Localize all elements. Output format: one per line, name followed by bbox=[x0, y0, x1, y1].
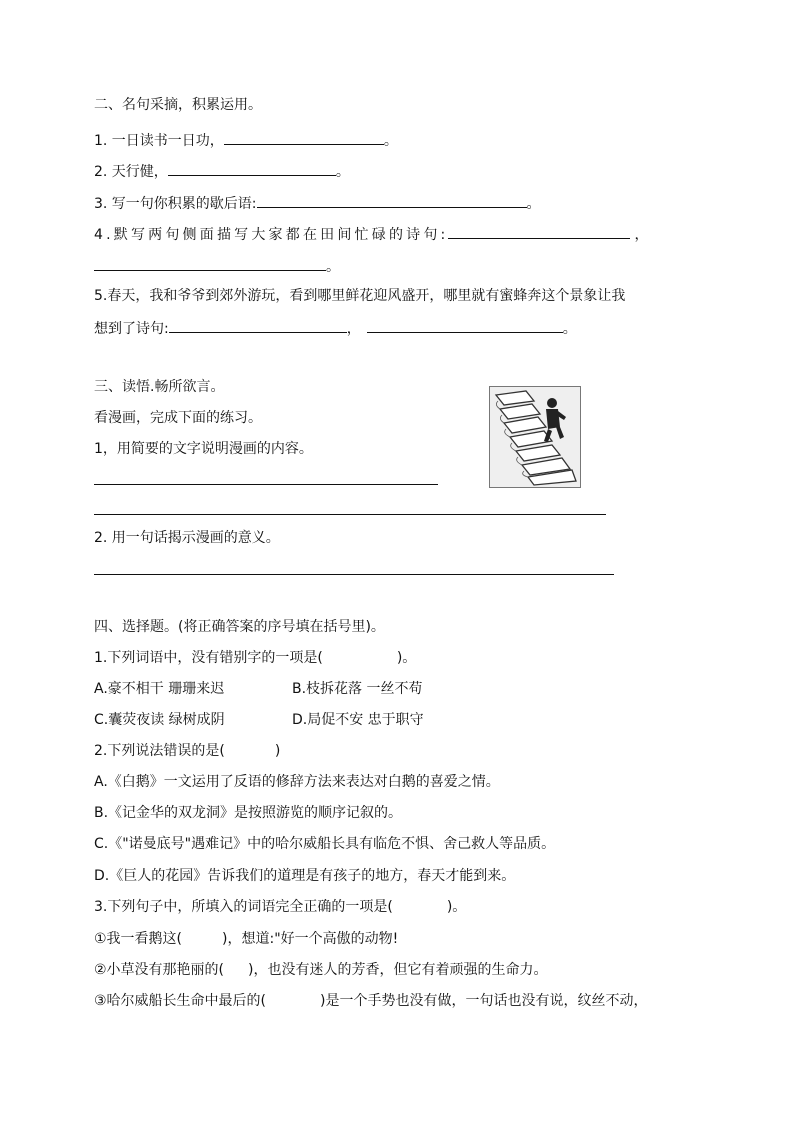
question-text-end: )。 bbox=[396, 650, 417, 666]
question-text: 4.默写两句侧面描写大家都在田间忙碌的诗句: bbox=[94, 227, 449, 243]
answer-blank[interactable] bbox=[367, 318, 563, 333]
option-row bbox=[94, 680, 423, 698]
answer-blank[interactable] bbox=[168, 161, 336, 176]
question-2-1 bbox=[94, 130, 398, 150]
question-text-end: )。 bbox=[446, 899, 467, 915]
question-text: 想到了诗句: bbox=[94, 321, 169, 337]
sentence-text: ②小草没有那艳丽的( bbox=[94, 962, 225, 978]
option-d: D.局促不安 忠于职守 bbox=[292, 712, 424, 728]
punctuation: ， bbox=[634, 227, 649, 243]
section2-heading: 二、名句采摘，积累运用。 bbox=[94, 97, 262, 113]
sentence-text-end: )是一个手势也没有做，一句话也没有说，纹丝不动， bbox=[320, 993, 648, 1009]
comic-image bbox=[489, 386, 581, 488]
sentence-text-end: )，也没有迷人的芳香，但它有着顽强的生命力。 bbox=[248, 962, 548, 978]
answer-blank[interactable] bbox=[257, 193, 527, 208]
section4-heading: 四、选择题。(将正确答案的序号填在括号里)。 bbox=[94, 619, 385, 635]
answer-line[interactable] bbox=[94, 514, 606, 515]
punctuation: 。 bbox=[335, 164, 350, 180]
question-2-5-line1: 5.春天，我和爷爷到郊外游玩，看到哪里鲜花迎风盛开，哪里就有蜜蜂奔这个景象让我 bbox=[94, 288, 626, 304]
question-text: 3.下列句子中，所填入的词语完全正确的一项是( bbox=[94, 899, 393, 915]
option-b: B.《记金华的双龙洞》是按照游览的顺序记叙的。 bbox=[94, 805, 403, 821]
question-text: 2.下列说法错误的是( bbox=[94, 743, 225, 759]
sentence-3 bbox=[94, 992, 647, 1010]
question-2-3 bbox=[94, 193, 541, 213]
option-d: D.《巨人的花园》告诉我们的道理是有孩子的地方，春天才能到来。 bbox=[94, 868, 516, 884]
option-c: C.囊荧夜读 绿树成阴 bbox=[94, 712, 225, 728]
punctuation: ， bbox=[346, 321, 361, 337]
question-2-2 bbox=[94, 161, 350, 181]
punctuation: 。 bbox=[526, 196, 541, 212]
sentence-text: ③哈尔威船长生命中最后的( bbox=[94, 993, 267, 1009]
punctuation: 。 bbox=[383, 133, 398, 149]
staircase-climber-illustration bbox=[490, 387, 580, 487]
option-row bbox=[94, 711, 424, 729]
section3-intro: 看漫画，完成下面的练习。 bbox=[94, 410, 262, 426]
question-text: 1.下列词语中，没有错别字的一项是( bbox=[94, 650, 323, 666]
answer-blank[interactable] bbox=[94, 256, 326, 271]
question-text: 3. 写一句你积累的歇后语: bbox=[94, 196, 257, 212]
question-4-2 bbox=[94, 742, 280, 760]
answer-line[interactable] bbox=[94, 574, 614, 575]
punctuation: 。 bbox=[326, 259, 340, 275]
answer-blank[interactable] bbox=[448, 224, 630, 239]
option-a: A.豪不相干 珊珊来迟 bbox=[94, 681, 225, 697]
question-4-3 bbox=[94, 898, 466, 916]
option-a: A.《白鹅》一文运用了反语的修辞方法来表达对白鹅的喜爱之情。 bbox=[94, 774, 500, 790]
sentence-text-end: )，想道:"好一个高傲的动物! bbox=[222, 931, 399, 947]
option-b: B.枝拆花落 一丝不苟 bbox=[292, 681, 423, 697]
answer-blank[interactable] bbox=[169, 318, 347, 333]
answer-blank[interactable] bbox=[224, 130, 384, 145]
question-4-1 bbox=[94, 649, 416, 667]
question-text: 2. 天行健， bbox=[94, 164, 168, 180]
question-3-2: 2. 用一句话揭示漫画的意义。 bbox=[94, 530, 280, 546]
question-2-4-line2 bbox=[94, 256, 340, 276]
question-2-4 bbox=[94, 224, 648, 244]
question-text-end: ) bbox=[274, 743, 281, 759]
question-2-5-line2 bbox=[94, 318, 577, 338]
section3-heading: 三、读悟.畅所欲言。 bbox=[94, 379, 225, 395]
question-3-1: 1，用简要的文字说明漫画的内容。 bbox=[94, 441, 313, 457]
question-text: 1. 一日读书一日功， bbox=[94, 133, 224, 149]
sentence-1 bbox=[94, 930, 398, 948]
answer-line[interactable] bbox=[94, 484, 438, 485]
sentence-2 bbox=[94, 961, 547, 979]
option-c: C.《"诺曼底号"遇难记》中的哈尔威船长具有临危不惧、舍己救人等品质。 bbox=[94, 836, 556, 852]
punctuation: 。 bbox=[562, 321, 577, 337]
sentence-text: ①我一看鹅这( bbox=[94, 931, 183, 947]
